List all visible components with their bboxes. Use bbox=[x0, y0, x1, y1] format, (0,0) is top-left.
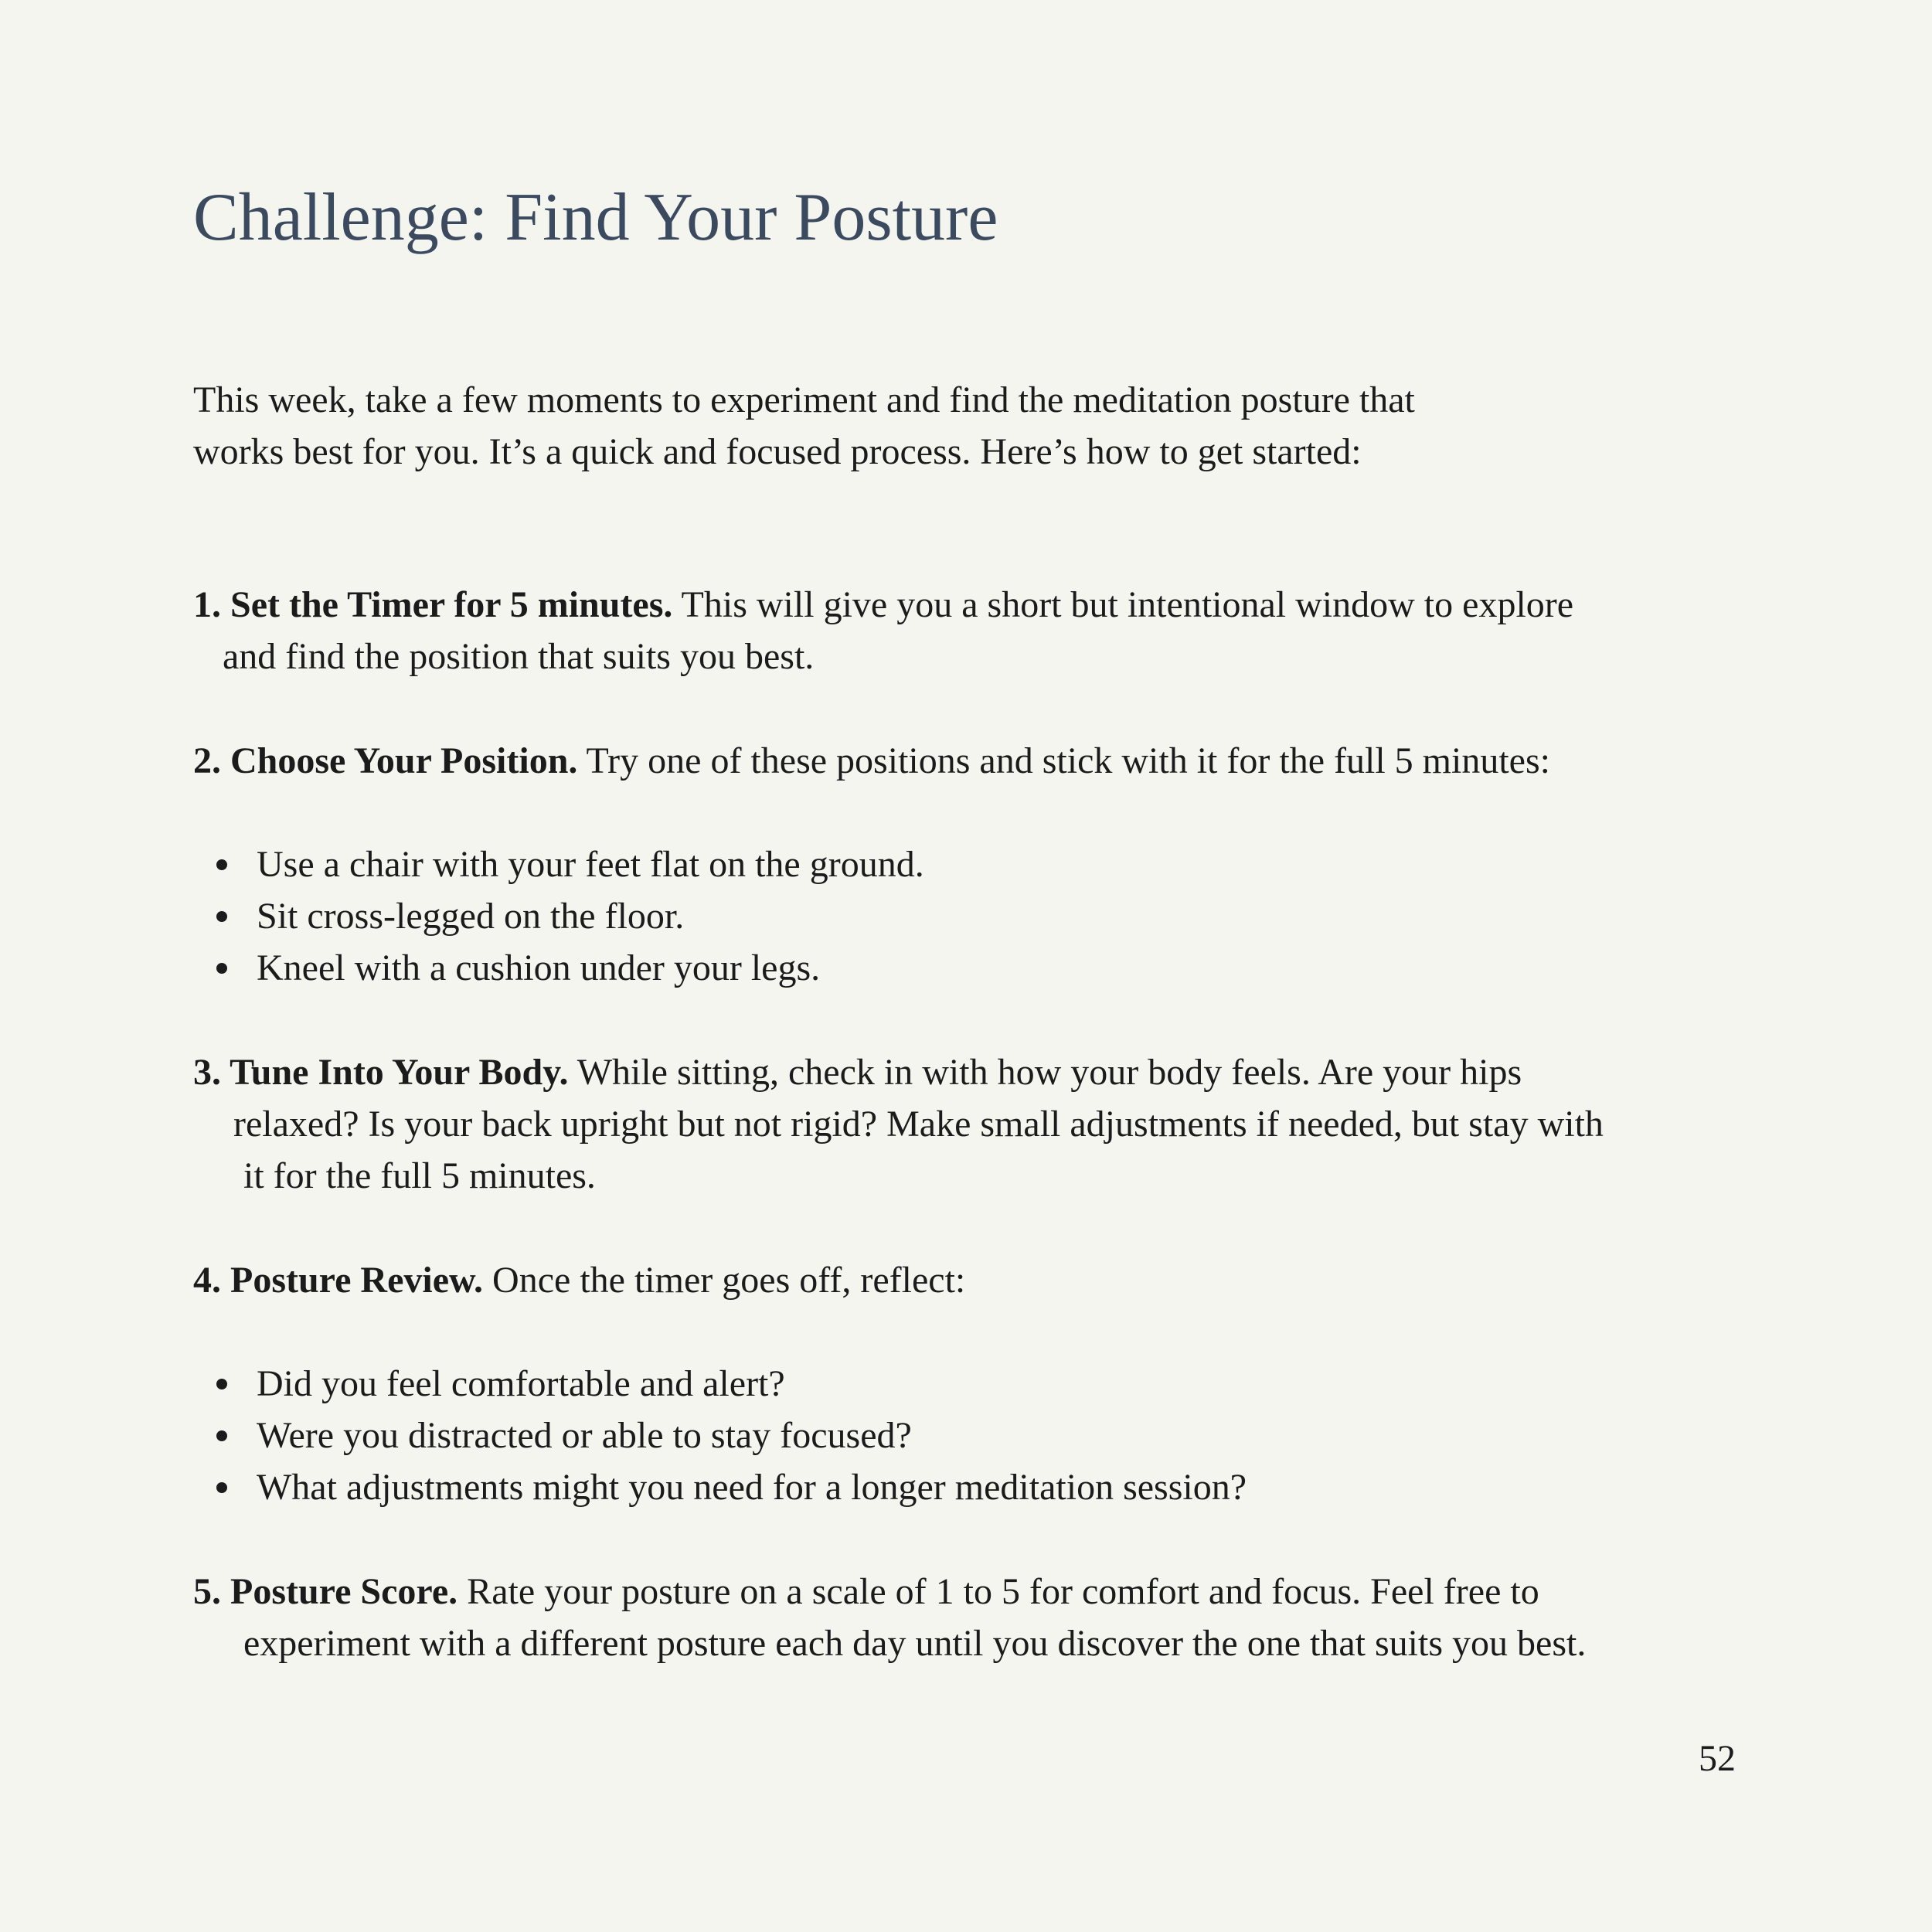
intro-paragraph bbox=[193, 374, 1700, 478]
bullet-icon bbox=[216, 859, 227, 870]
step-2 bbox=[193, 735, 1550, 787]
list-item-text: Kneel with a cushion under your legs. bbox=[257, 947, 821, 988]
list-item-text: Use a chair with your feet flat on the ground. bbox=[257, 844, 924, 885]
step-3 bbox=[193, 1046, 1604, 1202]
list-item-text: Did you feel comfortable and alert? bbox=[257, 1363, 785, 1404]
list-item bbox=[216, 1358, 1247, 1410]
intro-line: works best for you. It’s a quick and focused process. Here’s how to get started: bbox=[193, 431, 1362, 472]
step-3-continuation: it for the full 5 minutes. bbox=[243, 1155, 596, 1196]
list-item-text: What adjustments might you need for a longer meditation session? bbox=[257, 1467, 1247, 1508]
page-title: Challenge: Find Your Posture bbox=[193, 180, 998, 255]
step-5-continuation: experiment with a different posture each day until you discover the one that suits you best. bbox=[243, 1623, 1587, 1664]
bullet-icon bbox=[216, 963, 227, 974]
list-item-text: Were you distracted or able to stay focused? bbox=[257, 1415, 912, 1456]
step-2-heading: 2. Choose Your Position. bbox=[193, 740, 578, 781]
step-2-first-line bbox=[193, 735, 1550, 787]
step-1-text: This will give you a short but intentional window to explore bbox=[672, 584, 1574, 625]
step-4-first-line bbox=[193, 1254, 965, 1306]
intro-line: This week, take a few moments to experiment and find the meditation posture that bbox=[193, 379, 1415, 420]
bullet-icon bbox=[216, 911, 227, 922]
page-number: 52 bbox=[1699, 1738, 1736, 1779]
list-item bbox=[216, 1410, 1247, 1461]
step-5 bbox=[193, 1566, 1586, 1669]
step-1 bbox=[193, 579, 1573, 682]
list-item bbox=[216, 890, 924, 942]
list-item-text: Sit cross-legged on the floor. bbox=[257, 896, 685, 937]
step-3-continuation: relaxed? Is your back upright but not rigid? Make small adjustments if needed, but stay with bbox=[233, 1104, 1604, 1145]
step-4 bbox=[193, 1254, 965, 1306]
bullet-icon bbox=[216, 1430, 227, 1441]
step-3-first-line bbox=[193, 1046, 1604, 1098]
list-item bbox=[216, 942, 924, 994]
step-3-text: While sitting, check in with how your body feels. Are your hips bbox=[568, 1052, 1522, 1093]
step-4-heading: 4. Posture Review. bbox=[193, 1260, 484, 1301]
step-2-text: Try one of these positions and stick with it for the full 5 minutes: bbox=[577, 740, 1550, 781]
step-3-heading: 3. Tune Into Your Body. bbox=[193, 1052, 569, 1093]
step-1-heading: 1. Set the Timer for 5 minutes. bbox=[193, 584, 673, 625]
bullet-icon bbox=[216, 1482, 227, 1493]
bullet-icon bbox=[216, 1379, 227, 1389]
step-4-text: Once the timer goes off, reflect: bbox=[483, 1260, 966, 1301]
step-1-continuation: and find the position that suits you best. bbox=[223, 636, 815, 677]
position-options-list bbox=[216, 838, 924, 994]
step-5-heading: 5. Posture Score. bbox=[193, 1571, 458, 1612]
document-page bbox=[193, 0, 1739, 1932]
step-5-text: Rate your posture on a scale of 1 to 5 for comfort and focus. Feel free to bbox=[457, 1571, 1539, 1612]
list-item bbox=[216, 838, 924, 890]
step-5-first-line bbox=[193, 1566, 1586, 1617]
list-item bbox=[216, 1461, 1247, 1513]
step-1-first-line bbox=[193, 579, 1573, 631]
review-questions-list bbox=[216, 1358, 1247, 1513]
